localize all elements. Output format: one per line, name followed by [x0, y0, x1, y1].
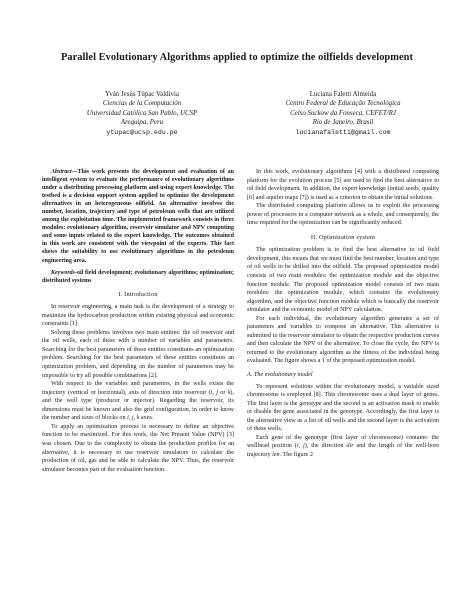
math-run: i, j, k [127, 415, 140, 422]
abstract [42, 168, 234, 265]
author-affiliation: Universidad Católica San Pablo, UCSP [86, 109, 198, 117]
subsection-heading-evolutionary-model: A. The evolutionary model [247, 371, 313, 379]
abstract-lead: Abstract [51, 169, 72, 175]
author-name: Yván Jesús Túpac Valdivia [105, 91, 179, 98]
text-run: To represent solutions within the evolutionary model, a variable sized chromosome is employed [8]. This chromosome uses a dual layer of genes. The first layer is the [247, 383, 439, 407]
paragraph [42, 380, 234, 423]
paragraph: In this work, evolutionary algorithms [4] with a distributed computing platform for the evolution process [5] are used to find the best alternative to oil field development. In addition, the expert knowledge (initial seeds, quality [6] and aquifer maps [7]) is used as a criterion to obtain the initial solutions. [247, 169, 439, 201]
author-affiliation: Celso Suckow da Fonseca, CEFET/RJ [290, 109, 396, 117]
author-email: ytupac@ucsp.edu.pe [106, 128, 178, 136]
author-block-2 [243, 90, 443, 137]
paper-title: Parallel Evolutionary Algorithms applied to optimize the oilfields development [61, 52, 413, 63]
math-run: dir [346, 443, 354, 450]
math-run: len [272, 451, 280, 458]
author-name: Luciana Faletti Almeida [309, 91, 377, 98]
author-affiliation: Centro Federal de Educação Tecnológica [285, 100, 401, 108]
paragraph: The distributed computing platform allows us to exploit the processing power of processors in a computer network as a whole, and consequently, the time required for the optimization can be significantly reduced. [247, 203, 439, 227]
text-run: ), and the well type (producer or injector). Regarding the reservoir, its dimensions must be known and also the grid configuration, in order to know the number and sizes of blocks on [42, 389, 235, 422]
text-run: axes. [139, 415, 154, 422]
section-heading-introduction: I. Introduction [118, 290, 158, 298]
emphasis-run: genotype [299, 400, 322, 407]
paragraph [247, 383, 439, 434]
paragraph: Solving these problems involves two main entities: the oil reservoir and the oil wells, each of these with a number of variables and parameters. Searching for the best parameters of these entities constitutes an optimization problem. Searching for the best parameters of these entities constitutes an optimization problem, and depending on the number of parameters may be impossible to try all possible combinations [2]. [42, 329, 234, 379]
paragraph: In reservoir engineering, a main task is the development of a strategy to maximize the hydrocarbon production within existing physical and economic constraints [1]. [42, 304, 234, 328]
left-column [42, 168, 234, 474]
paragraph: To apply an optimization process is necessary to define an objective function to be maximized. For this work, the Net Present Value (NPV) [3] was chosen. Due to the complexity to obtain the production profiles for an alternative, it is necessary to use reservoir simulators to calculate the production of oil, gas and be able to calculate the NPV. Thus, the reservoir simulator becomes part of the evaluation function. [42, 423, 234, 473]
abstract-text: —This work presents the development and evaluation of an intelligent system to evaluate the performance of evolutionary algorithms under a distributing processing platform and using expert knowledge. The testbed is a decision support system applied to optimize the development alternatives in an heterogeneous oilfield. An alternative involves the number, location, trajectory and type of petroleum wells that are utilized among the exploitation time. The implemented framework consists in three modules: evolutionary algorithm, reservoir simulator and NPV computing and some inputs related to the expert knowledge. The outcomes obtained in this work are consistent with the viewpoint of the experts. This fact shows the suitability to use evolutionary algorithms in the petroleum engineering area. [42, 169, 234, 264]
text-run: and the length of the well-bore trajectory [247, 443, 440, 458]
author-location: Arequipa, Peru [120, 119, 164, 127]
math-run: k [227, 389, 231, 396]
keywords-lead: Keywords [51, 269, 75, 276]
keywords-text: -oil field development; evolutionary algorithms; optimization; distributed systems [42, 269, 234, 284]
text-run: or [217, 389, 228, 396]
text-run: Each gene of the genotype (first layer of chromosome) contains: the wellhead position ( [247, 434, 439, 450]
text-run: . The figure 2 [279, 451, 313, 458]
math-run: i, j [296, 443, 305, 450]
author-location: Rio de Janeiro, Brasil [312, 119, 374, 127]
keywords [42, 269, 234, 285]
section-heading-optimization-system: II. Optimization system [310, 233, 376, 241]
paragraph [247, 434, 439, 460]
text-run: With respect to the variables and parameters, in the wells exists the trajectory (vertical or horizontal), axis of direction into reservoir ( [42, 381, 234, 396]
math-run: i, j [210, 389, 218, 396]
text-run: ), the direction [304, 443, 347, 450]
author-block-1 [42, 90, 242, 137]
paragraph: The optimization problem is to find the best alternative to oil field development, this means that we must find the best number, location and type of oil wells to be drilled into the oilfield. The proposed optimization model consists of two main modules: the optimization module and the objective function module. The proposed optimization model consists of two main modules: the optimization module, which contains the evolutionary algorithm, and the objective function module which is basically the reservoir simulator and the economic model of NPV calculation. [247, 247, 439, 314]
author-email: lucianafaletti@gmail.com [295, 128, 391, 136]
text-run: and the second is an activation mask to enable or disable the gene associated in the genotype. Accordingly, the first layer is the alternative view as a list of oil wells and the second layer is the activation of these wells. [247, 400, 440, 433]
paragraph: For each individual, the evolutionary algorithm generates a set of parameters and variables to compose an alternative. This alternative is submitted to the reservoir simulator to obtain the respective production curves and then calculate the NPV of the alternative. To close the cycle, the NPV is returned to the evolutionary algorithm as the fitness of the individual being evaluated. The figure shows a 1 of the proposed optimization model. [247, 315, 440, 365]
right-column [247, 168, 439, 460]
author-affiliation: Ciencias de la Computación [102, 100, 182, 108]
